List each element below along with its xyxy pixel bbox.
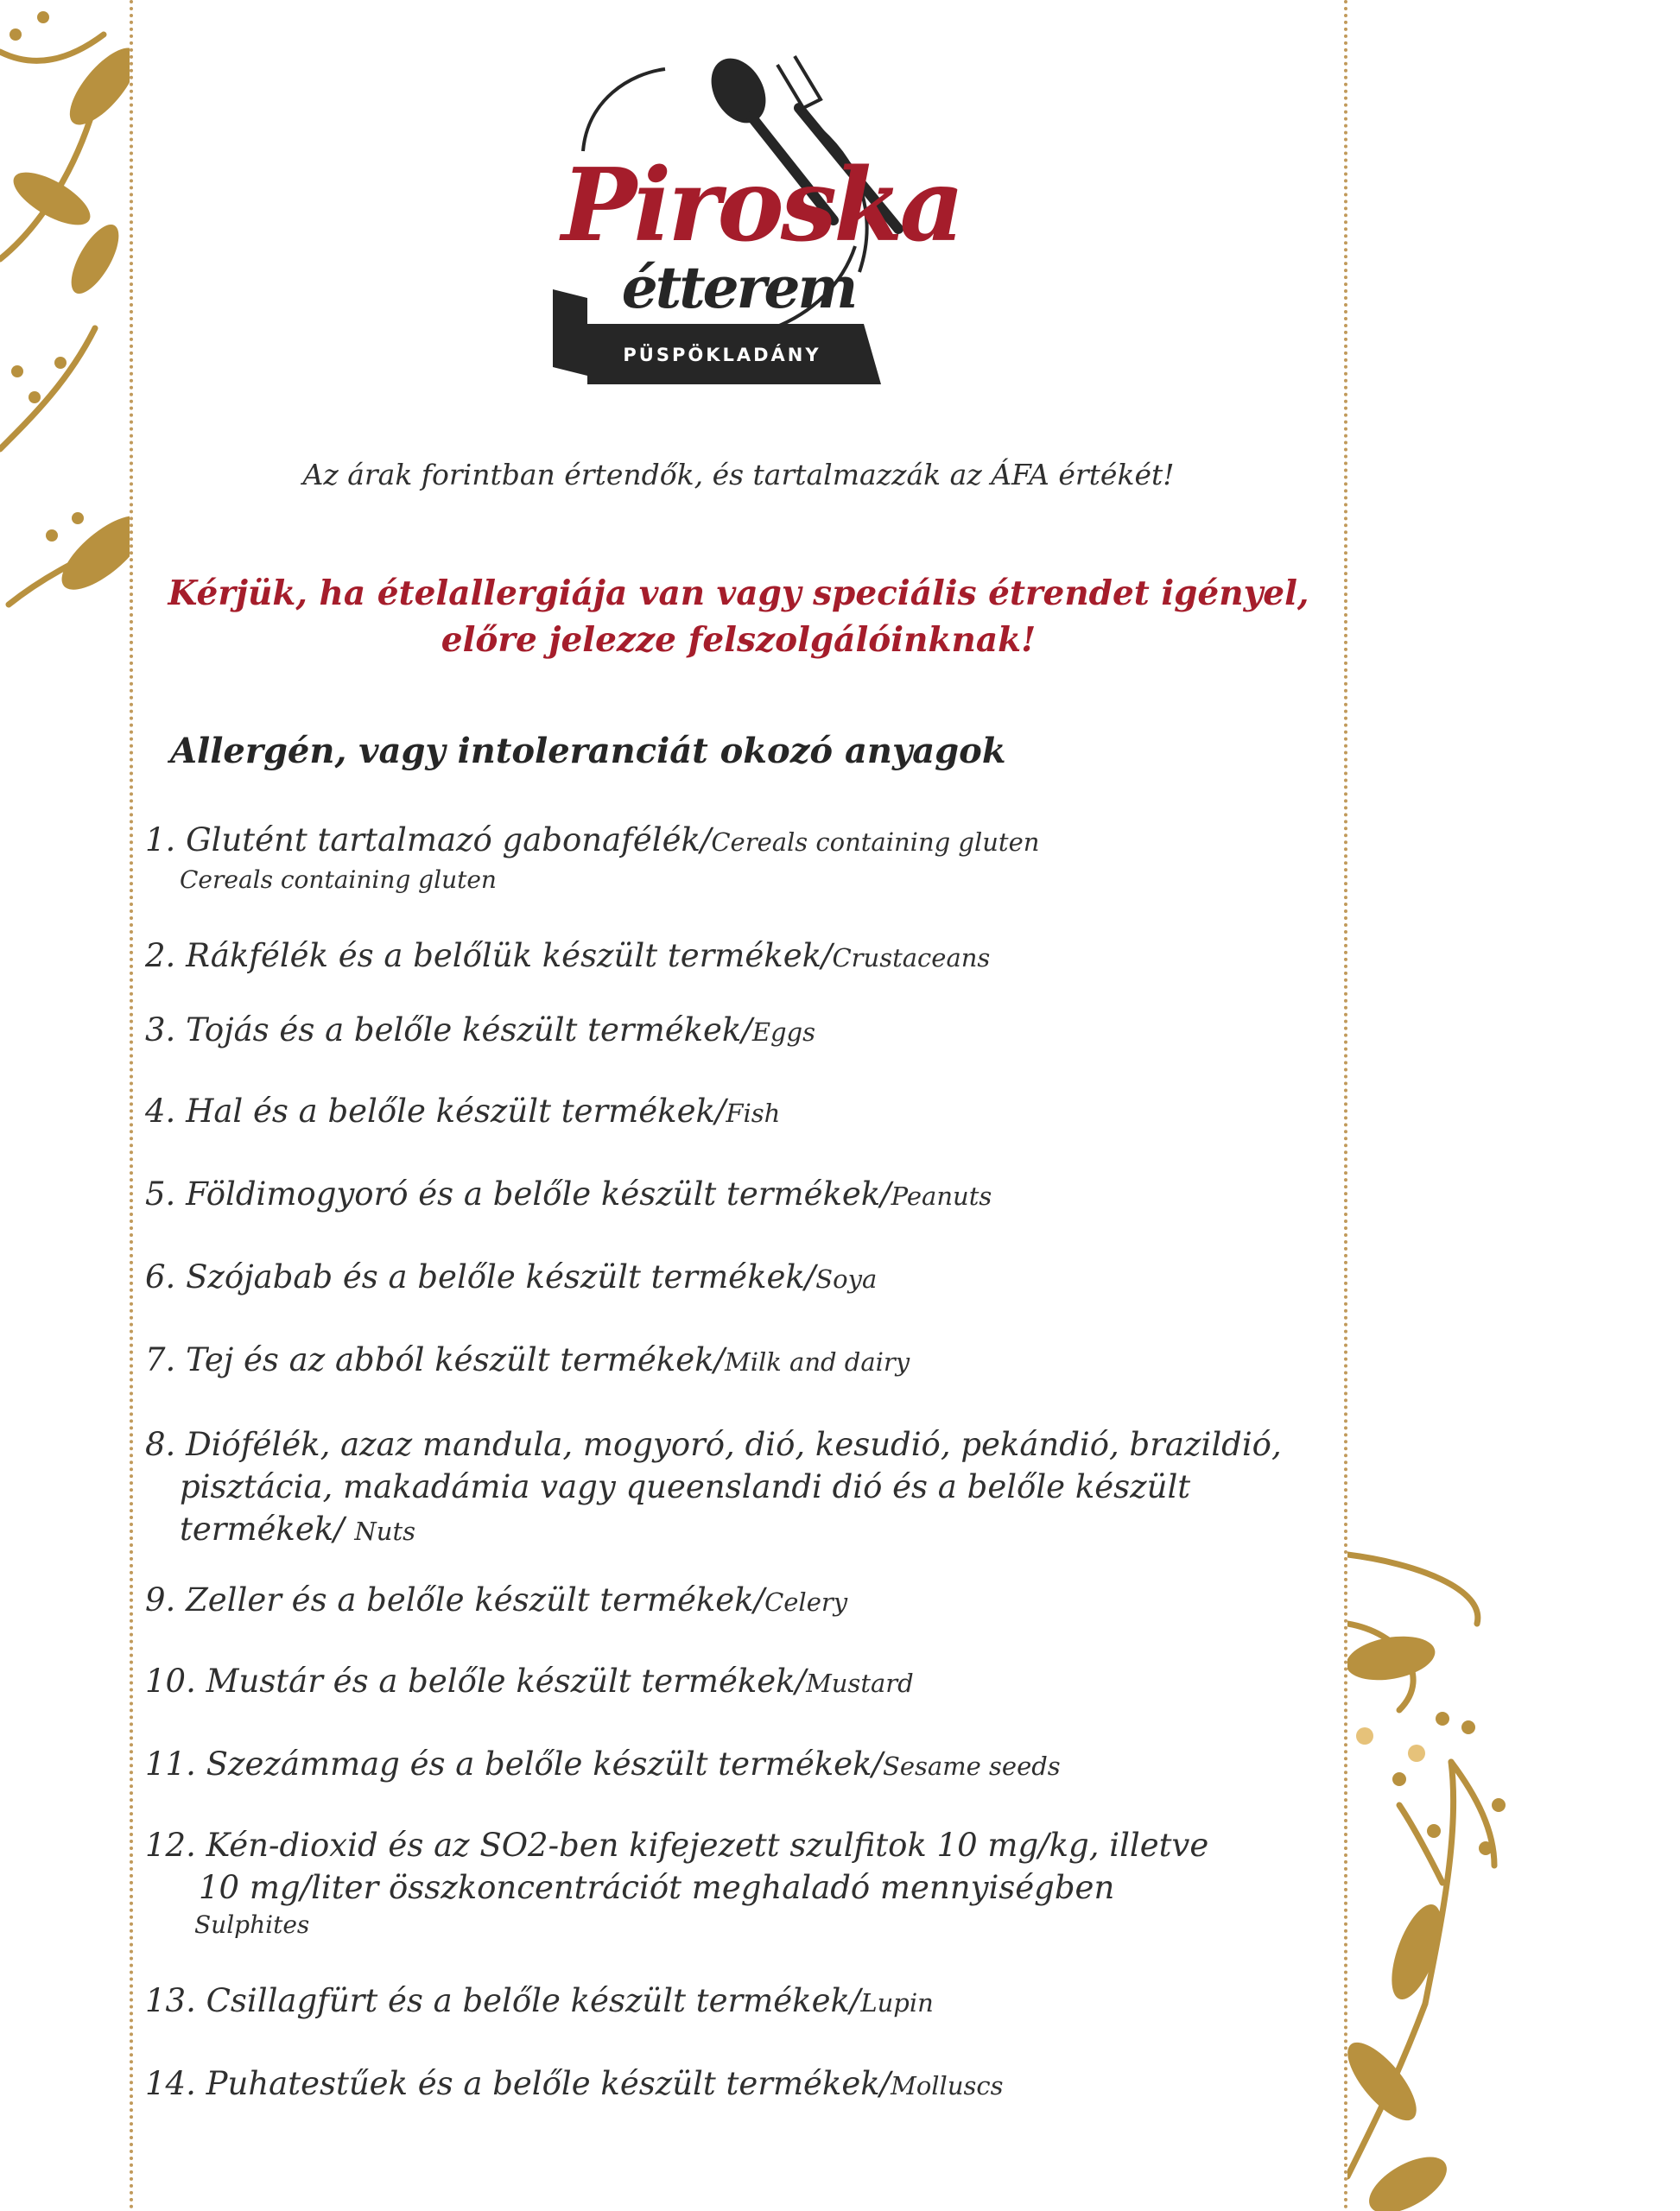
allergen-item-8: 8. Diófélék, azaz mandula, mogyoró, dió, kesudió, pekándió, brazildió, pisztácia, makadámia vagy queenslandi dió és a belőle készült termékek/ Nuts	[145, 1426, 1282, 1548]
allergen-item-14: 14. Puhatestűek és a belőle készült termékek/Molluscs	[145, 2065, 1004, 2102]
allergen-item-2: 2. Rákfélék és a belőlük készült termékek/Crustaceans	[145, 937, 991, 974]
allergen-item-10: 10. Mustár és a belőle készült termékek/Mustard	[145, 1663, 914, 1700]
allergen-heading: Allergén, vagy intoleranciát okozó anyagok	[170, 731, 1006, 771]
allergy-warning-line-2: előre jelezze felszolgálóinknak!	[441, 620, 1037, 660]
logo-city: PÜSPÖKLADÁNY	[623, 345, 821, 365]
allergen-item-11: 11. Szezámmag és a belőle készült termékek/Sesame seeds	[145, 1745, 1061, 1783]
allergen-item-13: 13. Csillagfürt és a belőle készült termékek/Lupin	[145, 1982, 934, 2019]
allergen-item-5: 5. Földimogyoró és a belőle készült termékek/Peanuts	[145, 1175, 992, 1213]
allergy-warning-line-1: Kérjük, ha ételallergiája van vagy speciális étrendet igényel,	[168, 573, 1309, 613]
allergen-item-4: 4. Hal és a belőle készült termékek/Fish	[145, 1093, 781, 1130]
allergen-item-7: 7. Tej és az abból készült termékek/Milk and dairy	[145, 1341, 910, 1378]
allergen-item-9: 9. Zeller és a belőle készült termékek/Celery	[145, 1581, 848, 1619]
allergen-item-1: 1. Glutént tartalmazó gabonafélék/Cereals containing gluten Cereals containing gluten	[145, 821, 1040, 894]
logo-title: Piroska	[561, 147, 961, 264]
allergen-item-3: 3. Tojás és a belőle készült termékek/Eggs	[145, 1011, 815, 1048]
allergy-warning	[138, 570, 1339, 663]
price-notice: Az árak forintban értendők, és tartalmazzák az ÁFA értékét!	[302, 458, 1175, 491]
floral-decoration-right	[1347, 1520, 1680, 2211]
floral-decoration-left	[0, 0, 130, 622]
dotted-border-left	[130, 0, 133, 2211]
allergen-item-6: 6. Szójabab és a belőle készült termékek/Soya	[145, 1258, 878, 1296]
allergen-item-12: 12. Kén-dioxid és az SO2-ben kifejezett szulfitok 10 mg/kg, illetve 10 mg/liter összkoncentrációt meghaladó mennyiségben Sulphites	[145, 1827, 1209, 1939]
logo-subtitle: étterem	[621, 254, 856, 321]
